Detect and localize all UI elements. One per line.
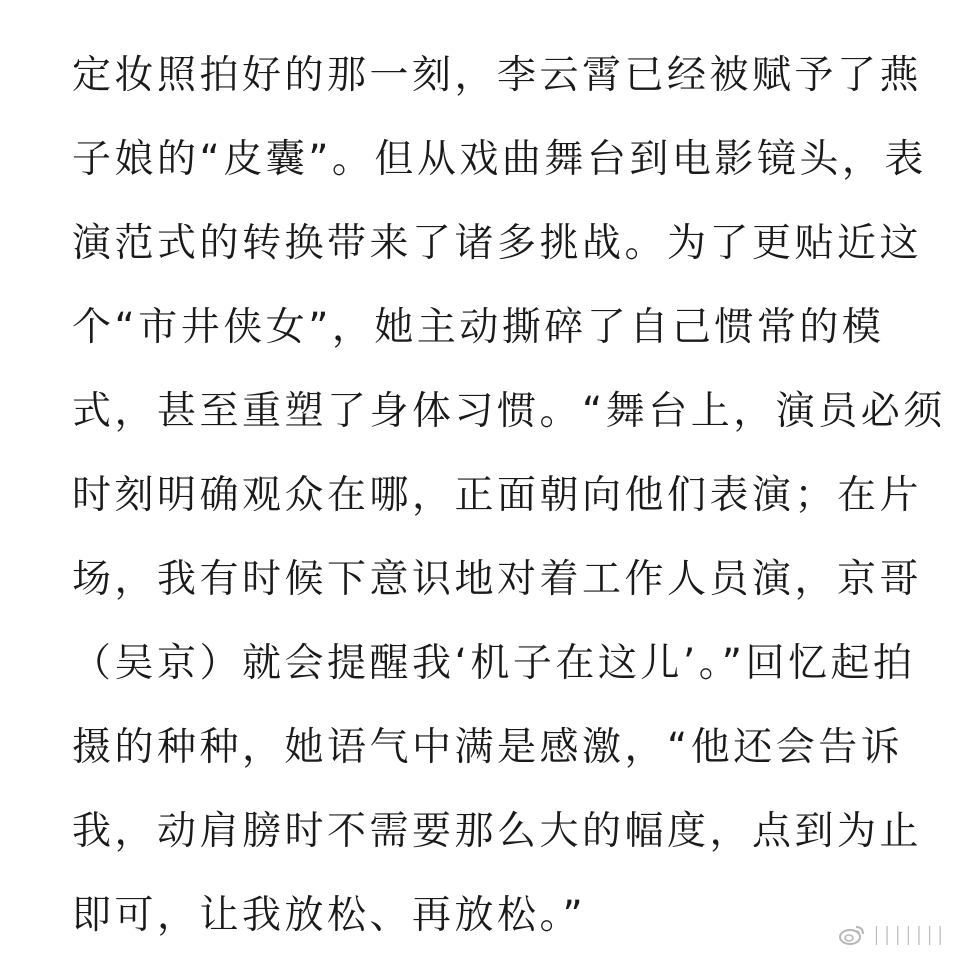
weibo-logo-icon bbox=[838, 924, 866, 946]
article-line: （吴京）就会提醒我‘机子在这儿’。”回忆起拍 bbox=[72, 641, 916, 686]
article-line: 演范式的转换带来了诸多挑战。为了更贴近这 bbox=[72, 221, 923, 266]
article-line: 式，甚至重塑了身体习惯。“舞台上，演员必须 bbox=[72, 389, 946, 434]
article-line: 定妆照拍好的那一刻，李云霄已经被赋予了燕 bbox=[72, 53, 923, 98]
article-line: 场，我有时候下意识地对着工作人员演，京哥 bbox=[72, 557, 923, 602]
article-body bbox=[72, 34, 946, 958]
article-line: 我，动肩膀时不需要那么大的幅度，点到为止 bbox=[72, 809, 923, 854]
article-line: 时刻明确观众在哪，正面朝向他们表演；在片 bbox=[72, 473, 923, 518]
article-line: 个“市井侠女”，她主动撕碎了自己惯常的模 bbox=[72, 305, 885, 350]
watermark-text: │││││││ bbox=[871, 925, 946, 945]
article-line: 子娘的“皮囊”。但从戏曲舞台到电影镜头，表 bbox=[72, 137, 927, 182]
article-line: 即可，让我放松、再放松。” bbox=[72, 893, 587, 938]
weibo-watermark bbox=[838, 924, 946, 946]
article-line: 摄的种种，她语气中满是感激，“他还会告诉 bbox=[72, 725, 904, 770]
